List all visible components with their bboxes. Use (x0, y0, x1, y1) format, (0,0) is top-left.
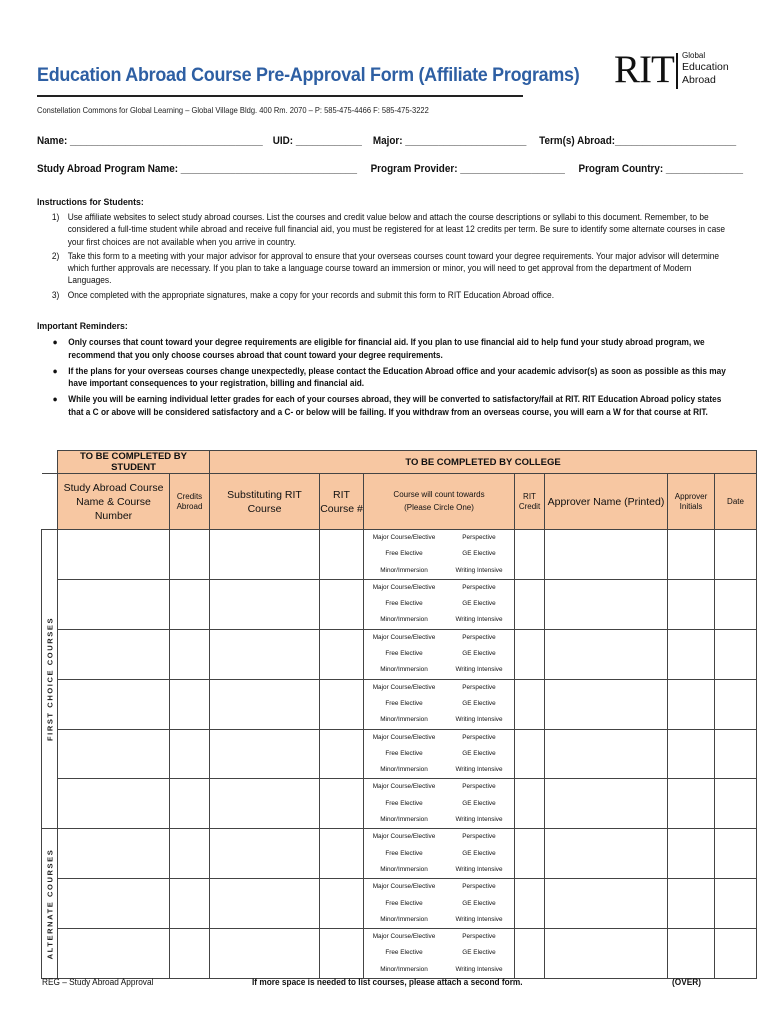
option-left[interactable]: Major Course/Elective (372, 683, 436, 691)
rit-credit-cell[interactable] (515, 729, 545, 779)
col-approver-name: Approver Name (Printed) (545, 474, 668, 530)
terms-abroad-field[interactable]: Term(s) Abroad:______________________ (539, 135, 737, 147)
reminder-text: While you will be earning individual letter grades for each of your courses abroad, they will be converted to satisfactory/fail at RIT. RIT Education Abroad policy states that a C or above will be considered satisfactory and a C- or below will be failing. If you withdraw from an overseas course, you will earn a W for that course at RIT. (68, 394, 722, 417)
credits-cell[interactable] (170, 879, 210, 929)
option-right[interactable]: Writing Intensive (455, 716, 503, 724)
option-left[interactable]: Free Elective (385, 899, 423, 907)
major-field[interactable]: Major: ______________________ (372, 135, 527, 147)
substituting-course-cell[interactable] (210, 729, 320, 779)
option-right[interactable]: GE Elective (462, 949, 496, 957)
option-line (364, 580, 514, 596)
credits-cell[interactable] (170, 829, 210, 879)
side-label: FIRST CHOICE COURSES (45, 617, 54, 742)
option-left[interactable]: Minor/Immersion (380, 766, 428, 774)
col-substituting-course: Substituting RIT Course (210, 474, 320, 530)
option-right[interactable]: Perspective (462, 583, 496, 591)
course-type-options[interactable] (364, 879, 515, 929)
option-right[interactable]: Perspective (462, 633, 496, 641)
logo-line-abroad: Abroad (682, 73, 716, 86)
option-line (364, 662, 514, 678)
substituting-course-cell[interactable] (210, 629, 320, 679)
option-left[interactable]: Minor/Immersion (380, 915, 428, 923)
col-rit-credit: RIT Credit (515, 474, 545, 530)
reminders-heading: Important Reminders: (37, 321, 128, 332)
approver-initials-cell[interactable] (668, 729, 715, 779)
option-left[interactable]: Major Course/Elective (372, 883, 436, 891)
rit-credit-cell[interactable] (515, 829, 545, 879)
option-right[interactable]: Writing Intensive (455, 616, 503, 624)
option-line (364, 546, 514, 562)
alternate-section (42, 829, 58, 979)
footer-note: If more space is needed to list courses, please attach a second form. (252, 977, 523, 987)
side-label: ALTERNATE COURSES (45, 848, 54, 960)
rit-credit-cell[interactable] (515, 579, 545, 629)
option-right[interactable]: Writing Intensive (455, 816, 503, 824)
approver-name-cell[interactable] (545, 629, 668, 679)
table-corner (42, 451, 58, 474)
course-type-options[interactable] (364, 779, 515, 829)
table-row (42, 829, 757, 879)
option-right[interactable]: Writing Intensive (455, 865, 503, 873)
rit-course-cell[interactable] (320, 679, 364, 729)
college-section-header: TO BE COMPLETED BY COLLEGE (210, 451, 757, 474)
approver-initials-cell[interactable] (668, 579, 715, 629)
option-right[interactable]: Perspective (462, 733, 496, 741)
approver-name-cell[interactable] (545, 579, 668, 629)
option-right[interactable]: GE Elective (462, 650, 496, 658)
fields-row-1 (37, 135, 736, 147)
course-type-options[interactable] (364, 679, 515, 729)
course-name-cell[interactable] (58, 579, 170, 629)
program-provider-field[interactable]: Program Provider: ___________________ (370, 163, 565, 175)
credits-cell[interactable] (170, 779, 210, 829)
option-line (364, 862, 514, 878)
option-line (364, 912, 514, 928)
rit-credit-cell[interactable] (515, 929, 545, 979)
option-right[interactable]: GE Elective (462, 699, 496, 707)
date-cell[interactable] (715, 829, 757, 879)
option-left[interactable]: Major Course/Elective (372, 733, 436, 741)
course-type-options[interactable] (364, 729, 515, 779)
option-line (364, 796, 514, 812)
option-line (364, 680, 514, 696)
rit-course-cell[interactable] (320, 530, 364, 580)
rit-credit-cell[interactable] (515, 679, 545, 729)
option-left[interactable]: Minor/Immersion (380, 616, 428, 624)
option-left[interactable]: Free Elective (385, 749, 423, 757)
course-type-options[interactable] (364, 579, 515, 629)
col-course-name: Study Abroad Course Name & Course Number (58, 474, 170, 530)
approver-initials-cell[interactable] (668, 679, 715, 729)
reminder-text: If the plans for your overseas courses change unexpectedly, please contact the Education Abroad office and your academic advisor(s) as soon as possible as this may have important consequences to your registration, billing and financial aid. (68, 365, 726, 389)
substituting-course-cell[interactable] (210, 879, 320, 929)
footer-form-id: REG – Study Abroad Approval (42, 977, 154, 987)
substituting-course-cell[interactable] (210, 829, 320, 879)
option-right[interactable]: Writing Intensive (455, 666, 503, 674)
course-type-options[interactable] (364, 629, 515, 679)
option-left[interactable]: Free Elective (385, 650, 423, 658)
option-left[interactable]: Minor/Immersion (380, 566, 428, 574)
option-left[interactable]: Minor/Immersion (380, 865, 428, 873)
credits-cell[interactable] (170, 530, 210, 580)
option-left[interactable]: Minor/Immersion (380, 965, 428, 973)
bullet-icon: ● (52, 394, 58, 405)
option-right[interactable]: GE Elective (462, 550, 496, 558)
reminder-text: Only courses that count toward your degree requirements are eligible for financial aid. If you plan to use financial aid to help fund your study abroad program, we recommend that you only choose courses abroad that count toward your degree requirements. (68, 337, 705, 360)
date-cell[interactable] (715, 679, 757, 729)
option-left[interactable]: Free Elective (385, 849, 423, 857)
date-cell[interactable] (715, 579, 757, 629)
date-cell[interactable] (715, 629, 757, 679)
instruction-item (37, 250, 725, 287)
option-line (364, 945, 514, 961)
approver-name-cell[interactable] (545, 729, 668, 779)
option-left[interactable]: Major Course/Elective (372, 534, 436, 541)
date-cell[interactable] (715, 729, 757, 779)
option-line (364, 812, 514, 828)
option-left[interactable]: Major Course/Elective (372, 583, 436, 591)
name-field[interactable]: Name: ___________________________________ (37, 135, 263, 147)
table-row (42, 929, 757, 979)
bullet-icon: ● (52, 337, 58, 347)
option-line (364, 646, 514, 662)
instruction-item (37, 289, 725, 301)
credits-cell[interactable] (170, 579, 210, 629)
date-cell[interactable] (715, 779, 757, 829)
date-cell[interactable] (715, 879, 757, 929)
approver-initials-cell[interactable] (668, 829, 715, 879)
option-right[interactable]: Perspective (462, 783, 496, 791)
option-line (364, 746, 514, 762)
rit-credit-cell[interactable] (515, 779, 545, 829)
course-type-options[interactable] (364, 929, 515, 979)
program-name-field[interactable]: Study Abroad Program Name: ________________________________ (37, 163, 357, 175)
option-left[interactable]: Major Course/Elective (372, 933, 436, 941)
option-left[interactable]: Free Elective (385, 949, 423, 957)
instructions-list (37, 211, 725, 303)
rit-credit-cell[interactable] (515, 530, 545, 580)
course-name-cell[interactable] (58, 829, 170, 879)
program-country-field[interactable]: Program Country: ______________ (578, 163, 744, 175)
form-title: Education Abroad Course Pre-Approval Form (Affiliate Programs) (37, 64, 580, 86)
title-underline (37, 95, 523, 97)
course-name-cell[interactable] (58, 729, 170, 779)
rit-course-cell[interactable] (320, 629, 364, 679)
rit-course-cell[interactable] (320, 879, 364, 929)
approver-name-cell[interactable] (545, 530, 668, 580)
option-right[interactable]: GE Elective (462, 799, 496, 807)
bullet-icon: ● (52, 365, 58, 376)
option-line (364, 879, 514, 895)
option-left[interactable]: Major Course/Elective (372, 783, 436, 791)
option-line (364, 612, 514, 628)
option-right[interactable]: Perspective (462, 534, 496, 541)
table-row (42, 629, 757, 679)
reminders-list (37, 336, 732, 422)
course-name-cell[interactable] (58, 530, 170, 580)
circle-one-note: (Please Circle One) (404, 503, 474, 512)
substituting-course-cell[interactable] (210, 530, 320, 580)
contact-line: Constellation Commons for Global Learning – Global Village Bldg. 400 Rm. 2070 – P: 585-475-4466 F: 585-475-3222 (37, 106, 429, 115)
option-line (364, 696, 514, 712)
substituting-course-cell[interactable] (210, 679, 320, 729)
instruction-number: 2) (51, 250, 60, 261)
option-line (364, 630, 514, 646)
credits-cell[interactable] (170, 929, 210, 979)
course-name-cell[interactable] (58, 629, 170, 679)
option-left[interactable]: Free Elective (385, 550, 423, 558)
option-left[interactable]: Minor/Immersion (380, 666, 428, 674)
course-name-cell[interactable] (58, 679, 170, 729)
option-line (364, 962, 514, 978)
substituting-course-cell[interactable] (210, 779, 320, 829)
approver-name-cell[interactable] (545, 879, 668, 929)
credits-cell[interactable] (170, 679, 210, 729)
col-approver-initials: Approver Initials (668, 474, 715, 530)
side-header-spacer (42, 474, 58, 530)
credits-cell[interactable] (170, 729, 210, 779)
col-date: Date (715, 474, 757, 530)
option-line (364, 829, 514, 845)
instruction-item (37, 211, 725, 248)
first-choice-section (42, 530, 58, 829)
course-name-cell[interactable] (58, 779, 170, 829)
option-line (364, 596, 514, 612)
rit-course-cell[interactable] (320, 929, 364, 979)
approver-name-cell[interactable] (545, 779, 668, 829)
table-row (42, 729, 757, 779)
table-row (42, 779, 757, 829)
approver-initials-cell[interactable] (668, 629, 715, 679)
rit-credit-cell[interactable] (515, 879, 545, 929)
option-left[interactable]: Free Elective (385, 699, 423, 707)
option-right[interactable]: Writing Intensive (455, 915, 503, 923)
substituting-course-cell[interactable] (210, 929, 320, 979)
option-line (364, 896, 514, 912)
option-line (364, 779, 514, 795)
option-right[interactable]: Perspective (462, 683, 496, 691)
date-cell[interactable] (715, 530, 757, 580)
table-row (42, 879, 757, 929)
rit-course-cell[interactable] (320, 779, 364, 829)
student-section-header: TO BE COMPLETED BY STUDENT (58, 451, 210, 474)
instruction-number: 3) (51, 289, 60, 300)
col-credits-abroad: Credits Abroad (170, 474, 210, 530)
rit-course-cell[interactable] (320, 729, 364, 779)
course-type-options[interactable] (364, 829, 515, 879)
course-type-options[interactable] (364, 530, 515, 580)
option-line (364, 846, 514, 862)
option-right[interactable]: Writing Intensive (455, 766, 503, 774)
option-right[interactable]: Writing Intensive (455, 566, 503, 574)
count-towards-label: Course will count towards (393, 490, 485, 499)
reminder-item (37, 365, 732, 391)
fields-row-2 (37, 163, 743, 175)
option-right[interactable]: GE Elective (462, 600, 496, 608)
footer-over: (OVER) (672, 977, 701, 987)
option-line (364, 563, 514, 579)
option-line (364, 730, 514, 746)
option-left[interactable]: Minor/Immersion (380, 816, 428, 824)
option-left[interactable]: Free Elective (385, 600, 423, 608)
course-rows (42, 530, 757, 979)
option-right[interactable]: GE Elective (462, 899, 496, 907)
approver-initials-cell[interactable] (668, 779, 715, 829)
option-right[interactable]: GE Elective (462, 849, 496, 857)
instruction-text: Use affiliate websites to select study abroad courses. List the courses and credit value below and attach the course descriptions or syllabi to this document. Remember, to be considered a full-time student while abroad and receive full financial aid, you must be registered for at least 12 credits per term. Be sure to identify some alternate courses in case your first choices are not available when you arrive in country. (67, 212, 726, 247)
instruction-number: 1) (51, 212, 60, 222)
logo-subtext (682, 50, 729, 86)
approver-initials-cell[interactable] (668, 879, 715, 929)
approver-initials-cell[interactable] (668, 530, 715, 580)
option-right[interactable]: Perspective (462, 833, 496, 841)
date-cell[interactable] (715, 929, 757, 979)
table-row (42, 679, 757, 729)
option-right[interactable]: Perspective (462, 933, 496, 941)
approver-name-cell[interactable] (545, 829, 668, 879)
rit-course-cell[interactable] (320, 829, 364, 879)
course-table (41, 450, 757, 979)
option-right[interactable]: Perspective (462, 883, 496, 891)
instruction-text: Once completed with the appropriate signatures, make a copy for your records and submit this form to RIT Education Abroad office. (67, 289, 555, 300)
logo-line-education: Education (682, 61, 729, 73)
table-row (42, 530, 757, 580)
reminder-item (37, 336, 732, 362)
rit-course-cell[interactable] (320, 579, 364, 629)
table-row (42, 579, 757, 629)
option-line (364, 929, 514, 945)
rit-credit-cell[interactable] (515, 629, 545, 679)
instructions-heading: Instructions for Students: (37, 197, 144, 208)
option-left[interactable]: Free Elective (385, 799, 423, 807)
substituting-course-cell[interactable] (210, 579, 320, 629)
option-line (364, 530, 514, 546)
option-line (364, 712, 514, 728)
course-name-cell[interactable] (58, 929, 170, 979)
reminder-item (37, 393, 732, 419)
course-name-cell[interactable] (58, 879, 170, 929)
option-left[interactable]: Major Course/Elective (372, 633, 436, 641)
option-left[interactable]: Major Course/Elective (372, 833, 436, 841)
option-right[interactable]: GE Elective (462, 749, 496, 757)
credits-cell[interactable] (170, 629, 210, 679)
instruction-text: Take this form to a meeting with your major advisor for approval to ensure that your overseas courses count toward your degree requirements. Your major advisor will determine which further approvals are necessary. If you plan to take a language course toward an immersion or minor, you will need to get approval from the department of Modern Languages. (67, 250, 720, 286)
option-right[interactable]: Writing Intensive (455, 965, 503, 973)
col-rit-course-number: RIT Course # (320, 474, 364, 530)
logo-rit-text: RIT (614, 48, 674, 91)
option-line (364, 762, 514, 778)
approver-initials-cell[interactable] (668, 929, 715, 979)
approver-name-cell[interactable] (545, 679, 668, 729)
option-left[interactable]: Minor/Immersion (380, 716, 428, 724)
logo-divider (676, 53, 678, 89)
logo-line-global: Global (682, 51, 706, 60)
col-count-towards (364, 474, 515, 530)
approver-name-cell[interactable] (545, 929, 668, 979)
uid-field[interactable]: UID: ____________ (272, 135, 362, 147)
